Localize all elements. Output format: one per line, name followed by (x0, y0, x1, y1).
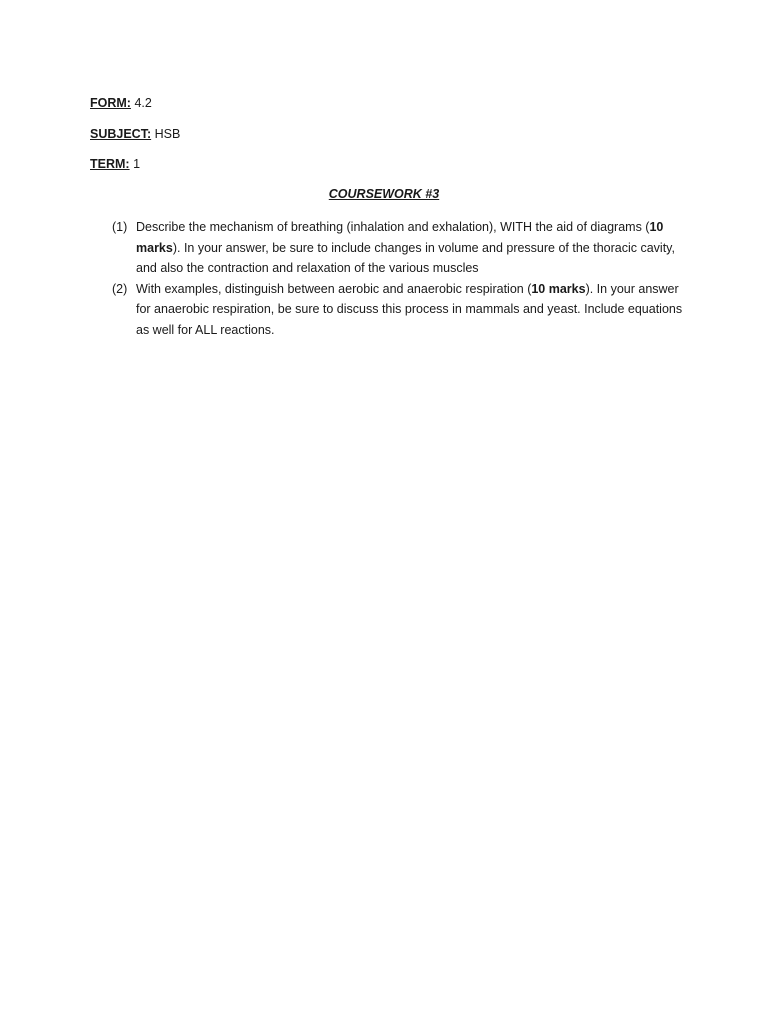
question-marks: 10 marks (136, 220, 664, 255)
question-number: (1) (112, 220, 128, 234)
question-text (136, 217, 687, 279)
form-line (90, 95, 152, 111)
question-item-1 (112, 217, 687, 279)
question-list (112, 217, 687, 340)
question-text-after: ). In your answer for anaerobic respiration, be sure to discuss this process in mammals and yeast. Include equations as well for ALL reactions. (136, 281, 683, 337)
term-label: TERM: (90, 157, 130, 171)
question-text-after: ). In your answer, be sure to include changes in volume and pressure of the thoracic cavity, and also the contraction and relaxation of the various muscles (136, 240, 675, 275)
term-value: 1 (133, 157, 141, 171)
coursework-title: COURSEWORK #3 (328, 187, 440, 201)
form-value: 4.2 (134, 96, 152, 110)
subject-line (90, 126, 180, 142)
question-item-2 (112, 279, 687, 341)
form-label: FORM: (90, 96, 131, 110)
question-text-before: With examples, distinguish between aerobic and anaerobic respiration ( (136, 281, 532, 296)
subject-label: SUBJECT: (90, 127, 152, 141)
question-number: (2) (112, 281, 128, 296)
term-line (90, 156, 140, 172)
question-marks: 10 marks (531, 281, 586, 296)
question-text-before: Describe the mechanism of breathing (inhalation and exhalation), WITH the aid of diagrams ( (136, 220, 650, 234)
question-text (136, 279, 687, 341)
subject-value: HSB (154, 127, 181, 141)
